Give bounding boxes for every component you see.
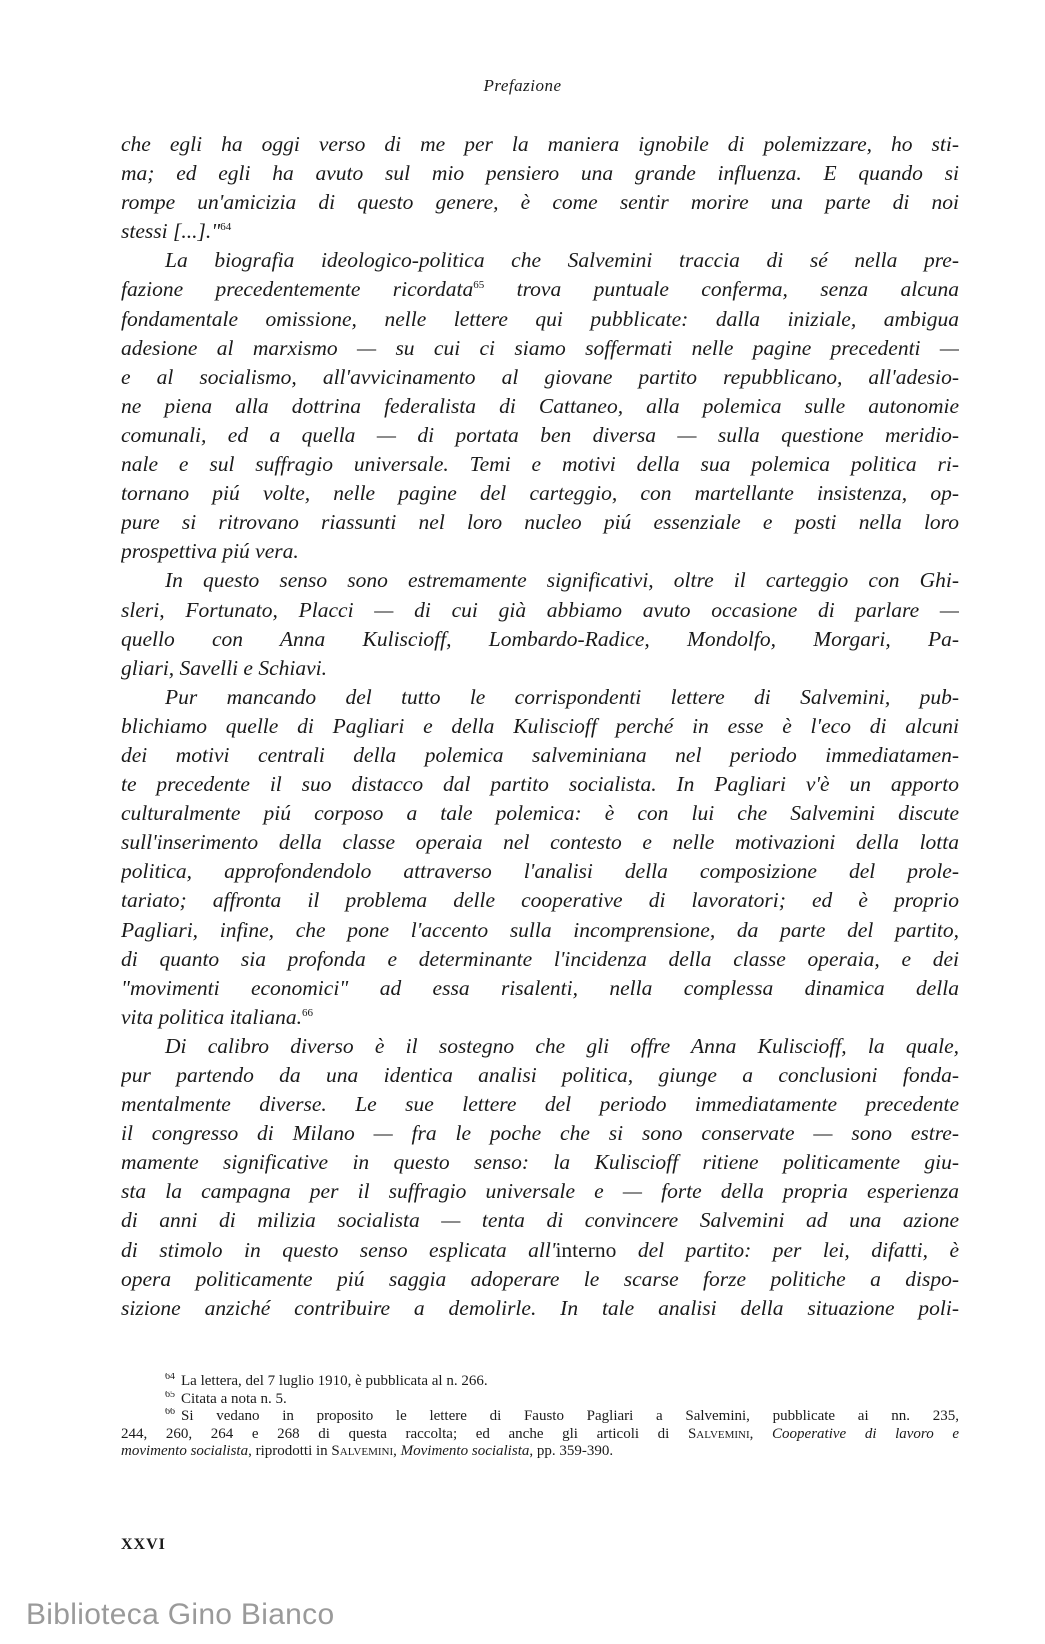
text-line: e al socialismo, all'avvicinamento al giovane partito repubblicano, all'adesio- <box>121 364 959 389</box>
page-number: XXVI <box>121 1536 166 1553</box>
text-line: dei motivi centrali della polemica salveminiana nel periodo immediatamen- <box>121 742 959 767</box>
footnote-66-cont: movimento socialista, riprodotti in Salvemini, Movimento socialista, pp. 359-390. <box>121 1443 614 1459</box>
text-line: comunali, ed a quella — di portata ben diversa — sulla questione meridio- <box>121 422 959 447</box>
text-line: politica, approfondendolo attraverso l'analisi della composizione del prole- <box>121 859 959 884</box>
text-line: Pagliari, infine, che pone l'accento sulla incomprensione, da parte del partito, <box>121 917 959 942</box>
footnote-64: $^{64}$ La lettera, del 7 luglio 1910, è pubblicata al n. 266. <box>165 1373 488 1389</box>
text-line: ma; ed egli ha avuto sul mio pensiero una grande influenza. E quando si <box>121 161 959 186</box>
text-line: di quanto sia profonda e determinante l'incidenza della classe operaia, e dei <box>121 946 959 971</box>
text-line: sizione anziché contribuire a demolirle. In tale analisi della situazione poli- <box>121 1295 959 1320</box>
text-line: Pur mancando del tutto le corrispondenti lettere di Salvemini, pub- <box>165 684 959 709</box>
text-line: rompe un'amicizia di questo genere, è come sentir morire una parte di noi <box>121 190 959 215</box>
footnotes <box>121 1373 959 1461</box>
library-watermark: Biblioteca Gino Bianco <box>26 1598 335 1631</box>
text-line: tariato; affronta il problema delle cooperative di lavoratori; ed è proprio <box>121 888 959 913</box>
text-line: "movimenti economici" ad essa risalenti, nella complessa dinamica della <box>121 975 959 1000</box>
text-line: quello con Anna Kuliscioff, Lombardo-Radice, Mondolfo, Morgari, Pa- <box>121 626 959 651</box>
text-line: Di calibro diverso è il sostegno che gli offre Anna Kuliscioff, la quale, <box>165 1033 959 1058</box>
text-line: In questo senso sono estremamente significativi, oltre il carteggio con Ghi- <box>165 568 959 593</box>
text-line: pur partendo da una identica analisi politica, giunge a conclusioni fonda- <box>121 1063 959 1087</box>
body-text <box>121 130 959 1323</box>
text-line: culturalmente piú corposo a tale polemica: è con lui che Salvemini discute <box>121 801 959 826</box>
text-line: il congresso di Milano — fra le poche che si sono conservate — sono estre- <box>121 1121 959 1146</box>
text-line: tornano piú volte, nelle pagine del carteggio, con martellante insistenza, op- <box>121 481 959 506</box>
running-head: Prefazione <box>483 76 562 95</box>
text-line: pure si ritrovano riassunti nel loro nucleo piú essenziale e posti nella loro <box>121 510 959 535</box>
text-line: blichiamo quelle di Pagliari e della Kuliscioff perché in esse è l'eco di alcuni <box>121 713 959 738</box>
footnote-65: $^{65}$ Citata a nota n. 5. <box>165 1390 287 1407</box>
footnote-66: $^{66}$ Si vedano in proposito le lettere di Fausto Pagliari a Salvemini, pubblicate ai nn. 235, <box>165 1408 959 1424</box>
text-line: gliari, Savelli e Schiavi. <box>121 655 327 680</box>
text-line: stessi [...]."$^{64}$ <box>121 219 232 244</box>
text-line: fazione precedentemente ricordata$^{65}$ trova puntuale conferma, senza alcuna <box>121 277 959 302</box>
text-line: di stimolo in questo senso esplicata all'interno del partito: per lei, difatti, è <box>121 1237 959 1262</box>
text-line: te precedente il suo distacco dal partito socialista. In Pagliari v'è un apporto <box>121 772 959 797</box>
text-line: La biografia ideologico-politica che Salvemini traccia di sé nella pre- <box>165 248 959 273</box>
text-line: vita politica italiana.$^{66}$ <box>121 1004 313 1029</box>
text-line: opera politicamente piú saggia adoperare le scarse forze politiche a dispo- <box>121 1266 959 1291</box>
text-line: di anni di milizia socialista — tenta di convincere Salvemini ad una azione <box>121 1208 959 1233</box>
text-line: ne piena alla dottrina federalista di Cattaneo, alla polemica sulle autonomie <box>121 393 959 418</box>
text-line: mentalmente diverse. Le sue lettere del periodo immediatamente precedente <box>121 1092 959 1117</box>
text-line: nale e sul suffragio universale. Temi e motivi della sua polemica politica ri- <box>121 452 959 477</box>
text-line: adesione al marxismo — su cui ci siamo soffermati nelle pagine precedenti — <box>121 335 959 360</box>
text-line: che egli ha oggi verso di me per la maniera ignobile di polemizzare, ho sti- <box>121 132 959 156</box>
text-line: fondamentale omissione, nelle lettere qui pubblicate: dalla iniziale, ambigua <box>121 306 959 331</box>
text-line: prospettiva piú vera. <box>121 539 299 564</box>
text-line: sta la campagna per il suffragio universale e — forte della propria esperienza <box>121 1179 959 1204</box>
note-ref-64: 64 <box>220 221 232 234</box>
note-ref-65: 65 <box>473 279 485 292</box>
note-ref-66: 66 <box>301 1006 313 1019</box>
text-line: mamente significative in questo senso: la Kuliscioff ritiene politicamente giu- <box>121 1150 959 1175</box>
text-line: sull'inserimento della classe operaia nel contesto e nelle motivazioni della lotta <box>121 830 959 855</box>
text-line: sleri, Fortunato, Placci — di cui già abbiamo avuto occasione di parlare — <box>121 597 959 622</box>
footnote-66-cont: 244, 260, 264 e 268 di questa raccolta; ed anche gli articoli di Salvemini, Cooperative di lavoro e <box>121 1425 959 1442</box>
